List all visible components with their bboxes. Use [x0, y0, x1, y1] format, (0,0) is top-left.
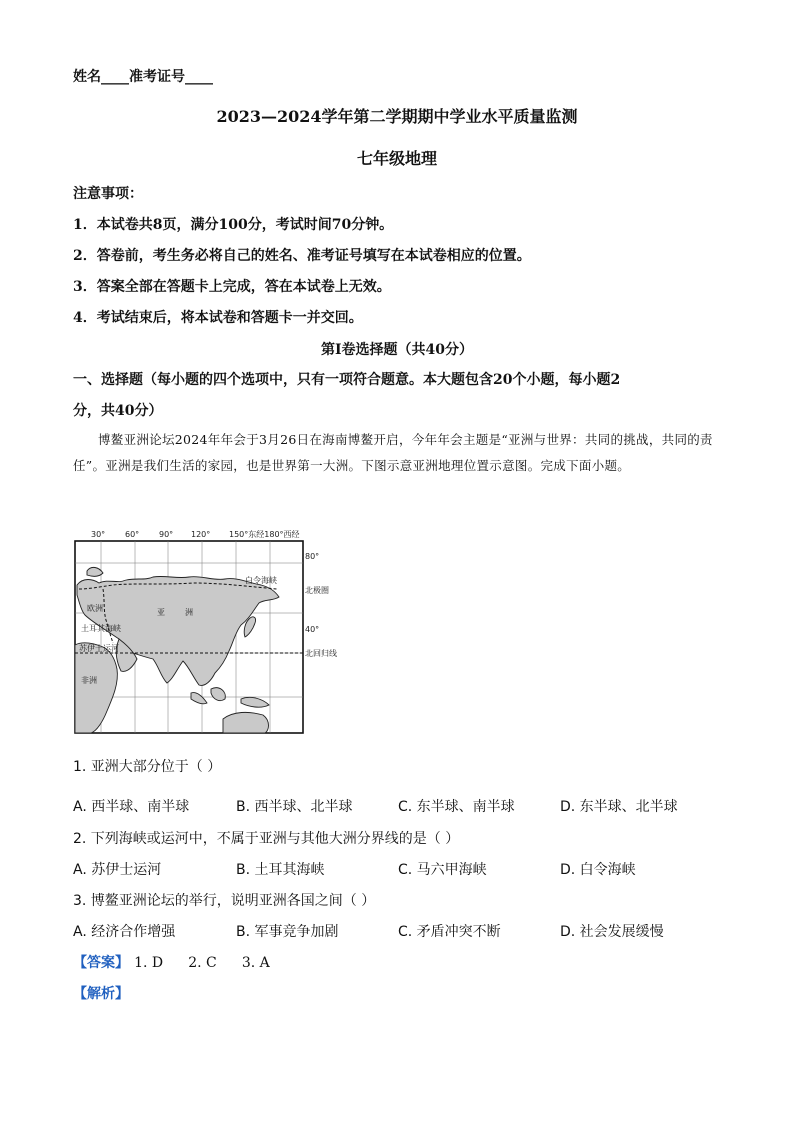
q1-option-b: B. 西半球、北半球 — [236, 799, 353, 815]
notice-item: 2．答卷前，考生务必将自己的姓名、准考证号填写在本试卷相应的位置。 — [73, 248, 531, 264]
map-longitude-label: 90° — [159, 530, 174, 539]
map-label-turkish-straits: 土耳其海峡 — [81, 624, 121, 633]
q3-option-a: A. 经济合作增强 — [73, 924, 176, 940]
question-2-stem: 2. 下列海峡或运河中，不属于亚洲与其他大洲分界线的是（ ） — [73, 831, 460, 847]
reading-passage: 博鳌亚洲论坛2024年年会于3月26日在海南博鳌开启，今年年会主题是“亚洲与世界：共同的挑战，共同的责任”。亚洲是我们生活的家园，也是世界第一大洲。下图示意亚洲地理位置示意图。完成下面小题。 — [73, 432, 713, 473]
q1-option-a: A. 西半球、南半球 — [73, 799, 190, 815]
map-longitude-label: 60° — [125, 530, 140, 539]
map-latitude-label: 40° — [305, 625, 320, 634]
section-instruction-line1: 一、选择题（每小题的四个选项中，只有一项符合题意。本大题包含20个小题，每小题2 — [73, 372, 621, 388]
notice-item: 3．答案全部在答题卡上完成，答在本试卷上无效。 — [73, 279, 391, 295]
q2-option-d: D. 白令海峡 — [560, 862, 636, 878]
section-instruction-line2: 分，共40分） — [73, 403, 163, 419]
answer-label: 【答案】 — [73, 955, 129, 971]
q1-option-c: C. 东半球、南半球 — [398, 799, 515, 815]
answer-item: 2. C — [188, 955, 217, 971]
name-id-line: 姓名____准考证号____ — [73, 69, 213, 85]
notice-item: 1．本试卷共8页，满分100分，考试时间70分钟。 — [73, 217, 394, 233]
asia-location-map — [73, 527, 337, 737]
part-title: 第Ⅰ卷选择题（共40分） — [320, 342, 474, 358]
question-3-stem: 3. 博鳌亚洲论坛的举行，说明亚洲各国之间（ ） — [73, 893, 376, 909]
notice-heading: 注意事项： — [73, 186, 143, 202]
q3-option-c: C. 矛盾冲突不断 — [398, 924, 501, 940]
map-label-africa: 非洲 — [81, 676, 97, 685]
answer-item: 3. A — [241, 955, 270, 971]
map-longitude-label: 120° — [191, 530, 211, 539]
map-label-bering-strait: 白令海峡 — [245, 576, 277, 585]
map-latitude-label: 80° — [305, 552, 320, 561]
map-label-asia-1: 亚 — [157, 608, 165, 617]
map-label-europe: 欧洲 — [87, 604, 103, 613]
map-longitude-label: 150°东经180°西经 — [229, 530, 300, 539]
q2-option-b: B. 土耳其海峡 — [236, 862, 325, 878]
map-label-suez-canal: 苏伊士运河 — [79, 644, 119, 653]
map-tropic-of-cancer-label: 北回归线 — [305, 649, 337, 658]
q3-option-d: D. 社会发展缓慢 — [560, 924, 664, 940]
q1-option-d: D. 东半球、北半球 — [560, 799, 678, 815]
notice-item: 4．考试结束后，将本试卷和答题卡一并交回。 — [73, 310, 363, 326]
q2-option-c: C. 马六甲海峡 — [398, 862, 487, 878]
question-1-stem: 1. 亚洲大部分位于（ ） — [73, 759, 222, 775]
map-label-asia-2: 洲 — [185, 608, 193, 617]
answer-line — [73, 952, 290, 972]
answer-item: 1. D — [134, 955, 164, 971]
map-longitude-label: 30° — [91, 530, 106, 539]
exam-subject: 七年级地理 — [356, 149, 437, 168]
q3-option-b: B. 军事竞争加剧 — [236, 924, 339, 940]
analysis-label: 【解析】 — [73, 986, 129, 1002]
q2-option-a: A. 苏伊士运河 — [73, 862, 162, 878]
exam-title: 2023—2024学年第二学期期中学业水平质量监测 — [216, 107, 578, 126]
map-arctic-circle-label: 北极圈 — [305, 586, 329, 595]
